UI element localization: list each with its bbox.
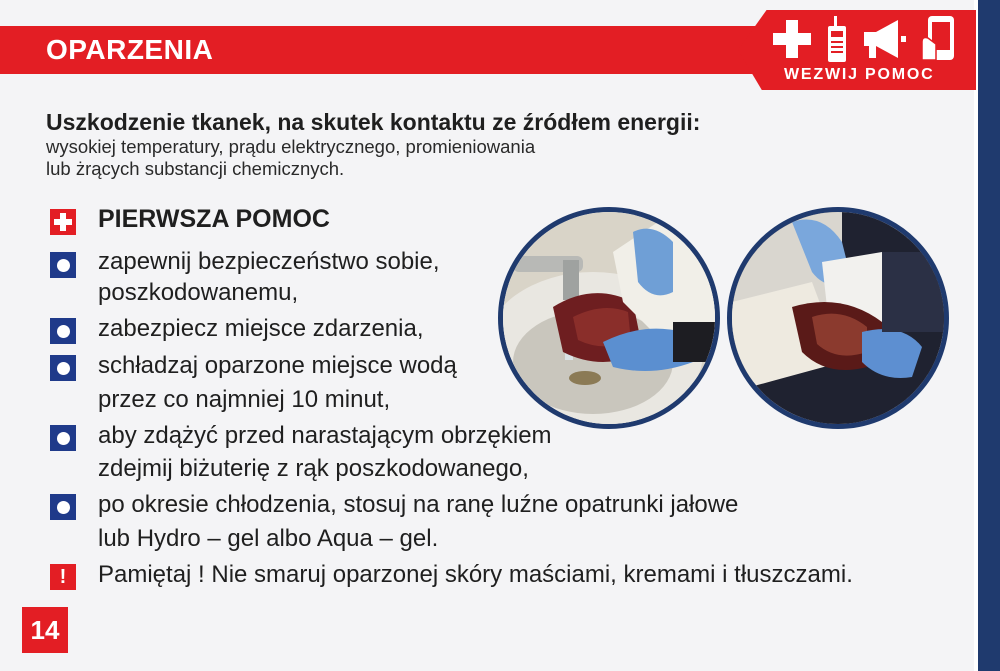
bullet-icon xyxy=(50,494,76,520)
call-help-icons xyxy=(772,14,962,64)
photo-cooling-burn xyxy=(498,207,720,429)
phone-in-hand-icon xyxy=(922,16,954,60)
bullet-icon xyxy=(50,252,76,278)
list-item: aby zdążyć przed narastającym obrzękiem xyxy=(98,422,552,449)
list-item-continued: poszkodowanemu, xyxy=(98,279,299,306)
list-item: zabezpiecz miejsce zdarzenia, xyxy=(98,315,424,342)
call-help-label: WEZWIJ POMOC xyxy=(784,66,935,83)
list-item-continued: przez co najmniej 10 minut, xyxy=(98,386,391,413)
list-item-continued: lub Hydro – gel albo Aqua – gel. xyxy=(98,525,439,552)
warning-text: Pamiętaj ! Nie smaruj oparzonej skóry maściami, kremami i tłuszczami. xyxy=(98,561,853,588)
definition-line: lub żrących substancji chemicznych. xyxy=(46,158,345,179)
first-aid-title: PIERWSZA POMOC xyxy=(98,205,330,233)
photo-dressing-hand xyxy=(727,207,949,429)
page-edge-stripe xyxy=(978,0,1000,671)
warning-icon: ! xyxy=(50,564,76,590)
walkie-talkie-icon xyxy=(828,16,846,62)
list-item-continued: zdejmij biżuterię z rąk poszkodowanego, xyxy=(98,455,529,482)
megaphone-icon xyxy=(864,20,906,58)
first-aid-cross-icon xyxy=(50,209,76,235)
list-item: schładzaj oparzone miejsce wodą xyxy=(98,352,457,379)
page-title: OPARZENIA xyxy=(46,34,214,65)
list-item: po okresie chłodzenia, stosuj na ranę luźne opatrunki jałowe xyxy=(98,491,739,518)
plus-icon xyxy=(773,20,811,58)
list-item: zapewnij bezpieczeństwo sobie, xyxy=(98,248,440,275)
page-number: 14 xyxy=(22,607,68,653)
definition-line: wysokiej temperatury, prądu elektrycznego, promieniowania xyxy=(46,136,536,157)
bullet-icon xyxy=(50,318,76,344)
definition-title: Uszkodzenie tkanek, na skutek kontaktu ze źródłem energii: xyxy=(46,109,701,135)
bullet-icon xyxy=(50,425,76,451)
bullet-icon xyxy=(50,355,76,381)
